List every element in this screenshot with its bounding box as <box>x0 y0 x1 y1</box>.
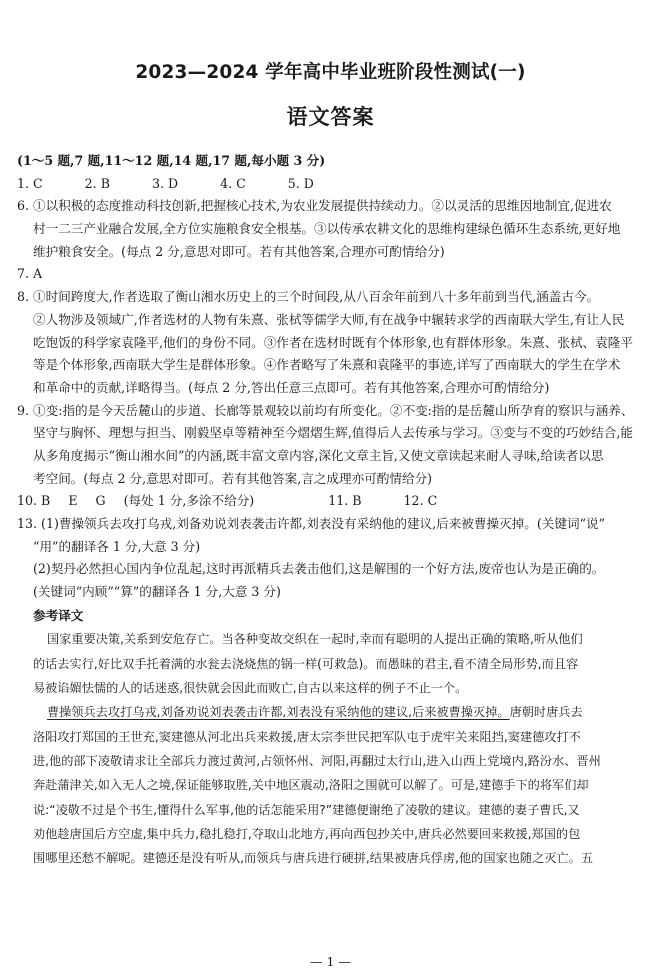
q13-line: 13. (1)曹操领兵去攻打乌戎,刘备劝说刘表袭击许都,刘表没有采纳他的建议,后来被曹操灭掉。(关键词“说” <box>17 516 606 531</box>
translation-line: 曹操领兵去攻打乌戎,刘备劝说刘表袭击许都,刘表没有采纳他的建议,后来被曹操灭掉。唐朝时唐兵去 <box>47 705 583 720</box>
underlined-sentence: 曹操领兵去攻打乌戎,刘备劝说刘表袭击许都,刘表没有采纳他的建议,后来被曹操灭掉。 <box>47 705 510 720</box>
q8-line: ②人物涉及领域广,作者选材的人物有朱熹、张栻等儒学大师,有在战争中辗转求学的西南联大学生,有让人民 <box>33 311 625 327</box>
reference-translation <box>17 627 649 870</box>
answer-2: 2. B <box>84 175 110 191</box>
q12-answer: 12. C <box>403 493 438 509</box>
q10-note: (每处 1 分,多涂不给分) <box>123 493 255 509</box>
q9-line: 坚守与胸怀、理想与担当、刚毅坚卓等精神至今熠熠生辉,值得后人去传承与学习。③变与不变的巧妙结合,能 <box>33 425 633 441</box>
translation-line: 易被谄媚怯懦的人的话迷惑,很快就会因此而败亡,自古以来这样的例子不止一个。 <box>33 681 468 696</box>
q9-line: 从多角度揭示“衡山湘水间”的内涵,既丰富文章内容,深化文章主旨,又使文章读起来耐人寻味,给读者以思 <box>33 447 604 463</box>
q6-line: 维护粮食安全。(每点 2 分,意思对即可。若有其他答案,合理亦可酌情给分) <box>33 243 445 259</box>
q8-line: 等是个体形象,西南联大学生是群体形象。④作者略写了朱熹和袁隆平的事迹,详写了西南联大的学生在学术 <box>33 357 621 373</box>
q8-line: 和革命中的贡献,详略得当。(每点 2 分,答出任意三点即可。若有其他答案,合理亦可酌情给分) <box>33 379 550 395</box>
mc-answers-row <box>17 173 649 196</box>
q10-answer: 10. B <box>17 493 51 509</box>
translation-line: 围哪里还愁不解呢。建德还是没有听从,而领兵与唐兵进行硬拼,结果被唐兵俘虏,他的国家也随之灭亡。五 <box>33 851 594 866</box>
q6-line: 6. ①以积极的态度推动科技创新,把握核心技术,为农业发展提供持续动力。②以灵活的思维因地制宜,促进农 <box>17 198 612 214</box>
translation-line: 进,他的部下凌敬请求让全部兵力渡过黄河,占领怀州、河阳,再翻过太行山,进入山西上党境内,路汾水、晋州 <box>33 753 601 768</box>
translation-line: 奔赴蒲津关,如入无人之境,保证能够取胜,关中地区震动,洛阳之围就可以解了。可是,建德手下的将军们却 <box>33 778 589 793</box>
answer-5: 5. D <box>287 175 314 191</box>
q9-line: 9. ①变:指的是今天岳麓山的步道、长廊等景观较以前均有所变化。②不变:指的是岳麓山所孕育的察识与涵养、 <box>17 402 634 418</box>
translation-line: 洛阳攻打郑国的王世充,窦建德从河北出兵来救援,唐太宗李世民把军队屯于虎牢关来阻挡,窦建德攻打不 <box>33 729 581 744</box>
answer-body <box>17 150 649 870</box>
q13-line: “用”的翻译各 1 分,大意 3 分) <box>33 538 201 554</box>
q11-answer: 11. B <box>328 493 362 509</box>
q8-line: 8. ①时间跨度大,作者选取了衡山湘水历史上的三个时间段,从八百余年前到八十多年前到当代,涵盖古今。 <box>17 289 600 305</box>
translation-line: 国家重要决策,关系到安危存亡。当各种变故交织在一起时,幸而有聪明的人提出正确的策略,听从他们 <box>47 632 583 647</box>
q13-line: (关键词“内顾”“算”的翻译各 1 分,大意 3 分) <box>33 584 281 600</box>
q10-12-row <box>17 490 649 513</box>
q6-line: 村一二三产业融合发展,全方位实施粮食安全根基。③以传承农耕文化的思维构建绿色循环生态系统,更好地 <box>33 221 621 237</box>
q10-answer-c: G <box>95 493 106 509</box>
q13-line: (2)契丹必然担心国内争位乱起,这时再派精兵去袭击他们,这是解围的一个好方法,废帝也认为是正确的。 <box>33 561 605 577</box>
page-subtitle: 语文答案 <box>286 105 375 129</box>
score-note: (1～5 题,7 题,11～12 题,14 题,17 题,每小题 3 分) <box>17 153 326 168</box>
answer-4: 4. C <box>220 175 246 191</box>
page-title: 2023—2024 学年高中毕业班阶段性测试(一) <box>135 62 526 83</box>
q8-line: 吃饱饭的科学家袁隆平,他们的身份不同。③作者在选材时既有个体形象,也有群体形象。朱熹、张栻、袁隆平 <box>33 334 633 350</box>
translation-line: 的话去实行,好比双手托着满的水瓮去浇烧焦的锅一样(可救急)。而愚昧的君主,看不清全局形势,而且容 <box>33 656 579 671</box>
answer-1: 1. C <box>17 175 43 191</box>
translation-line: 劝他趁唐国后方空虚,集中兵力,稳扎稳打,夺取山北地方,再向西包抄关中,唐兵必然要回来救援,郑国的包 <box>33 826 581 841</box>
q9-line: 考空间。(每点 2 分,意思对即可。若有其他答案,言之成理亦可酌情给分) <box>33 470 433 486</box>
translation-line: 说:“凌敬不过是个书生,懂得什么军事,他的话怎能采用?”建德便谢绝了凌敬的建议。建德的妻子曹氏,又 <box>33 802 580 817</box>
reference-translation-heading: 参考译文 <box>33 607 84 623</box>
q10-answer-b: E <box>68 493 78 509</box>
answer-3: 3. D <box>151 175 179 191</box>
page-number: — 1 — <box>310 954 351 969</box>
q7-answer: 7. A <box>17 266 43 282</box>
